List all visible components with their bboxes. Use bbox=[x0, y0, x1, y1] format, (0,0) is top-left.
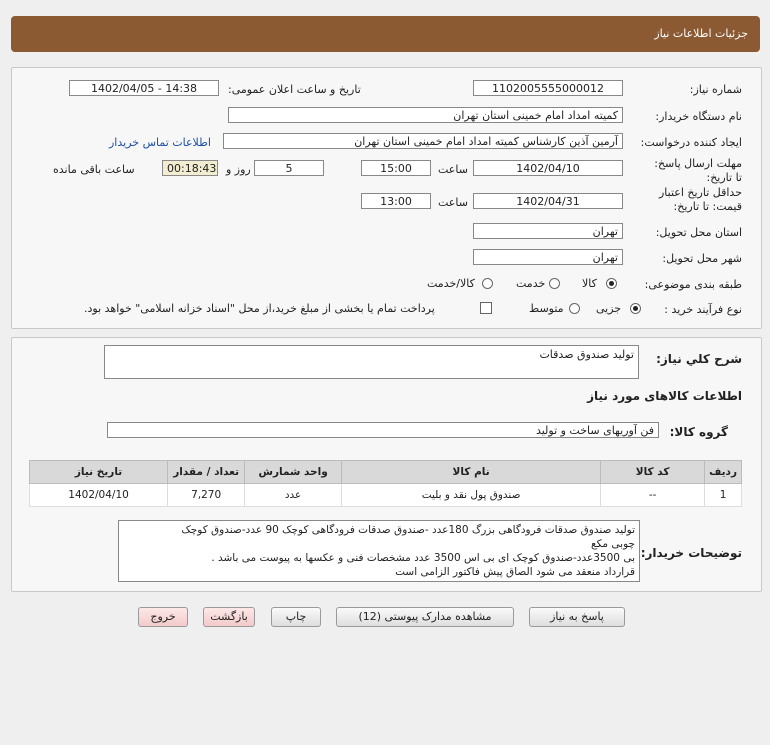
need-number-label: شماره نیاز: bbox=[689, 83, 742, 96]
purchase-type-label: نوع فرآیند خرید : bbox=[664, 303, 742, 316]
validity-time-label: ساعت bbox=[438, 196, 468, 209]
contact-buyer-link[interactable]: اطلاعات تماس خریدار bbox=[109, 136, 211, 149]
category-option-service: خدمت bbox=[516, 277, 546, 290]
buyer-org-label: نام دستگاه خریدار: bbox=[655, 110, 742, 123]
back-button[interactable]: بازگشت bbox=[203, 607, 255, 627]
buyer-org-field: کمیته امداد امام خمینی استان تهران bbox=[228, 107, 623, 123]
requester-label: ایجاد کننده درخواست: bbox=[640, 136, 742, 149]
treasury-checkbox[interactable] bbox=[480, 302, 492, 314]
summary-field: تولید صندوق صدقات bbox=[104, 345, 639, 379]
province-label: استان محل تحویل: bbox=[655, 226, 742, 239]
col-code: کد کالا bbox=[601, 461, 705, 484]
col-unit: واحد شمارش bbox=[245, 461, 342, 484]
summary-label: شرح کلي نیاز: bbox=[656, 352, 742, 366]
col-row: ردیف bbox=[705, 461, 742, 484]
col-date: تاریخ نیاز bbox=[30, 461, 168, 484]
deadline-time-field: 15:00 bbox=[361, 160, 431, 176]
cell-unit: عدد bbox=[245, 484, 342, 507]
purchase-option-medium: متوسط bbox=[529, 302, 564, 315]
remaining-label: ساعت باقی مانده bbox=[53, 163, 135, 176]
buyer-notes-field bbox=[118, 520, 640, 582]
category-option-goods: کالا bbox=[582, 277, 597, 290]
category-label: طبقه بندی موضوعی: bbox=[644, 278, 742, 291]
buyer-notes-line-1: تولید صندوق صدقات فرودگاهی بزرگ 180عدد -صندوق صدقات فرودگاهی کوچک 90 عدد-صندوق کوچک bbox=[181, 524, 635, 536]
exit-button[interactable]: خروج bbox=[138, 607, 188, 627]
validity-date-field: 1402/04/31 bbox=[473, 193, 623, 209]
goods-table-header bbox=[30, 461, 742, 484]
days-field: 5 bbox=[254, 160, 324, 176]
category-radio-goods[interactable] bbox=[606, 278, 617, 289]
city-label: شهر محل تحویل: bbox=[662, 252, 742, 265]
province-field: تهران bbox=[473, 223, 623, 239]
print-button[interactable]: چاپ bbox=[271, 607, 321, 627]
buyer-notes-line-3: بی 3500عدد-صندوق کوچک ای بی اس 3500 عدد مشخصات فنی و عکسها به پیوست می باشد . bbox=[211, 552, 635, 564]
category-radio-service[interactable] bbox=[549, 278, 560, 289]
goods-table bbox=[29, 460, 742, 507]
remaining-time-field: 00:18:43 bbox=[162, 160, 218, 176]
buyer-notes-label: توضیحات خریدار: bbox=[640, 546, 742, 560]
announce-field: 1402/04/05 - 14:38 bbox=[69, 80, 219, 96]
attachments-button[interactable]: مشاهده مدارک پیوستی (12) bbox=[336, 607, 514, 627]
cell-code: -- bbox=[601, 484, 705, 507]
category-option-goods-service: کالا/خدمت bbox=[427, 277, 475, 290]
city-field: تهران bbox=[473, 249, 623, 265]
purchase-radio-minor[interactable] bbox=[630, 303, 641, 314]
deadline-label: مهلت ارسال پاسخ: تا تاریخ: bbox=[654, 157, 742, 184]
col-qty: تعداد / مقدار bbox=[168, 461, 245, 484]
category-radio-goods-service[interactable] bbox=[482, 278, 493, 289]
page-header bbox=[11, 16, 760, 52]
cell-name: صندوق پول نقد و بلیت bbox=[342, 484, 601, 507]
reply-button[interactable]: پاسخ به نیاز bbox=[529, 607, 625, 627]
goods-info-title: اطلاعات کالاهای مورد نیاز bbox=[587, 389, 742, 403]
requester-field: آرمین آذین کارشناس کمیته امداد امام خمینی استان تهران bbox=[223, 133, 623, 149]
table-row bbox=[30, 484, 742, 507]
purchase-radio-medium[interactable] bbox=[569, 303, 580, 314]
treasury-note: پرداخت تمام یا بخشی از مبلغ خرید،از محل "اسناد خزانه اسلامی" خواهد بود. bbox=[84, 302, 435, 315]
purchase-option-minor: جزیی bbox=[596, 302, 622, 315]
goods-group-label: گروه کالا: bbox=[669, 425, 728, 439]
cell-date: 1402/04/10 bbox=[30, 484, 168, 507]
validity-time-field: 13:00 bbox=[361, 193, 431, 209]
buyer-notes-line-2: چوبی مکع bbox=[591, 538, 635, 550]
cell-qty: 7,270 bbox=[168, 484, 245, 507]
buyer-notes-line-4: قرارداد منعقد می شود الصاق پیش فاکتور الزامی است bbox=[395, 566, 635, 578]
page-title: جزئیات اطلاعات نیاز bbox=[654, 27, 748, 40]
goods-group-field: فن آوریهای ساخت و تولید bbox=[107, 422, 659, 438]
col-name: نام کالا bbox=[342, 461, 601, 484]
need-number-field: 1102005555000012 bbox=[473, 80, 623, 96]
cell-row: 1 bbox=[705, 484, 742, 507]
deadline-time-label: ساعت bbox=[438, 163, 468, 176]
deadline-date-field: 1402/04/10 bbox=[473, 160, 623, 176]
days-label: روز و bbox=[226, 163, 251, 176]
announce-label: تاریخ و ساعت اعلان عمومی: bbox=[228, 83, 361, 96]
validity-label: حداقل تاریخ اعتبار قیمت: تا تاریخ: bbox=[658, 186, 742, 213]
